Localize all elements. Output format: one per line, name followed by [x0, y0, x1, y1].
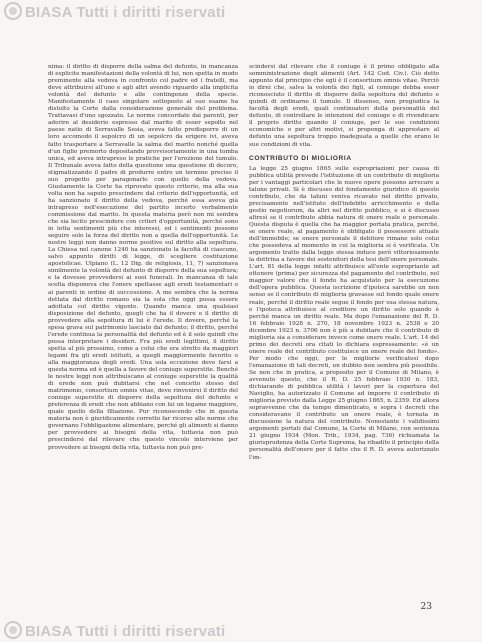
watermark-top-text: BIASA Tutti i diritti riservati — [25, 4, 226, 21]
text-column-left — [48, 64, 238, 452]
section-heading: CONTRIBUTO DI MIGLIORIA — [249, 154, 352, 162]
right-column-intro-text: scindersi dal rilevare che il coniuge è il primo obbligato alla somministrazione degli alimenti (Art. 142 Cod. Civ.). Ciò detto appunto dal principio che egli è il consortium omnis vitae. Perciò io direi che, salva la volontà dei figli, al coniuge debba esser riconosciuto il diritto di disporre della sepoltura del defunto e quindi di ordinarne il tumulo. Il dissenso, non pregiudica la facoltà degli eredi, quali continuatori della personalità del defunto, di controllare le intenzioni del coniuge e di rivendicare il proprio diritto quando il coniuge, per le sue condizioni economiche o per altri motivi, si proponga di apprestare al defunto una sepoltura troppo inadeguata a quelle che erano le sue condizioni di vita. — [249, 64, 439, 148]
watermark-bottom — [4, 621, 225, 640]
biasa-logo-icon — [4, 621, 22, 639]
biasa-logo-icon — [4, 2, 22, 20]
left-column-text: nima: il diritto di disporre della salma del defunto, in mancanza di esplicite manifestazioni della volontà di lui, non spetta in modo preminente alla vedova in confronto col padre ed i fratelli, ma deve attribuirsi all'uno e agli altri avendo riguardo alla implicita volontà del defunto e alle contingenze della specie. Manifestamente il caso singolare sottoposto al suo esame ha distolto la Corte dalla considerazione generale del problema. Trattavasi d'uno sgozzato. Le norme concordate dai parenti, per aderire al desiderio espresso dal marito di esser sepolto nel paese natio di Serravalle Sesia, aveva fatto predisporre di un loro accomodo il sepolcro di un sepolcro da erigere ivi, aveva fatto trasportare a Serravalle la salma del marito nonché quella d'un figlio premorto depositando provvisoriamente in una tomba unica, ed aveva intrapreso le pratiche per l'erezione del tumulo. Il Tribunale aveva fatto della questione una questione di decoro, stigmatizzando il padre di produrre entro un termine preciso il suo progetto per paragonarlo con quello della vedova. Giustamente la Corte ha riprovato questo criterio, ma alla sua volta non ha saputo prescindere dal criterio dell'opportunità, ed ha sanzionato il diritto della vedova, perché essa aveva già intrapreso nell'esecuzione del partito incerto verbalmente commissione dal marito. In questa materia però non mi sembra che sia lecito prescindere con criteri d'opportunità, perché sono in lotta sentimenti più che interessi, ed i sentimenti possono seguire solo la forza del diritto non a quella dell'opportunità. Le nostre leggi non danno norme positive sul diritto alla sepoltura. La Chiesa nel canone 1240 ha sanzionato la facoltà di ciascuno, salvo appunto diritti di legge, di scegliere costituzione apostolicae. Ulpiano (L. 12 Dig. de religiosis, 11, 7) sanzionava similmente la volontà del defunto di disporre della sua sepoltura; e la dovesse provvedersi ai suoi funerali. In mancanza di tale scelta disponeva che l'onere spettasse agli eredi testamentari o ai parenti in ordine di successione. A me sembra che la norma dettata dal diritto romano sia la sola che oggi possa essere adottata col diritto vigente. Quando manca una qualsiasi disposizione del defunto, quegli che ha il dovere e il diritto di provvedere alla sepoltura di lui è l'erede. Il dovere, perché la spesa grava sul patrimonio lasciato dal defunto; il diritto, perché l'erede continua la personalità del defunto ed è il solo quindi che possa interpretare i desideri. Fra più eredi legittimi, il diritto spetta al più prossimo, come a colui che era stretto da maggiori legami fra gli eredi istituiti, a quegli maggiormente favorito o alla maggioranza degli eredi. Una sola eccezione deve farsi a questa norma ed è quella a favore del coniuge superstite. Benché le nostre leggi non attribuiscano al coniuge superstite la qualità di erede non può dubitarsi che nel concetto stesso del matrimonio, consortium omnis vitae, deve rinvenirsi il diritto del coniuge superstite di disporre della sepoltura del defunto e preferenza di eredi che non abbiano con lui un legame maggiore, quale quello della filiazione. Pur riconoscendo che in questa materia non è giuridicamente corretto far ricorso alle norme che governano l'obbligazione alimentare, perché gli alimenti si danno per provvedere ai bisogni della vita, tuttavia non può prescindersi dal rilevare che questo vincolo interviene per provvedere ai bisogni della vita, tuttavia non può pre- — [48, 64, 238, 451]
page-number: 23 — [420, 602, 432, 612]
text-column-right — [249, 64, 439, 462]
watermark-bottom-text: BIASA Tutti i diritti riservati — [25, 623, 226, 640]
right-column-body-text: La legge 25 giugno 1865 sulle espropriazioni per causa di pubblica utilità prevede l'istituzione di un contributo di miglioria per i vantaggi particolari che le nuove opere possono arrecare a talune privati. Si è discusso del fondamento giuridico di questo contributo, che da taluni veniva ricavato nel diritto privato, precisamente nell'istituto dell'indebito arricchimento e della gestio negotiorum, da altri nel diritto pubblico, e si è discusso altresì se il contributo abbia natura di onere reale o personale. Questa disputa è quella che ha maggior portata pratica, perché, se onere reale, al pagamento è obbligato il possessore attuale dell'immobile; se onere personale il debitore rimane solo colui che possedeva al momento in cui la miglioria si è verificata. Un argomento tratto dalla legge stessa induce però vittoriosamente la dottrina a favore dei sostenitori della tesi dell'onere personale. L'art. 81 della legge infatti attribuisce all'ente espropriante ad ottenere (prima) per sicurezza del pagamento del contributo, nel maggior valore che il fondo ha acquistato per la esecuzione dell'opera pubblica. Questa iscrizione d'ipoteca sarebbe un non senso se il contributo di miglioria gravasse sul fondo quale onere reale, perché il diritto reale segue il fondo per sua stessa natura, e l'ipoteca attribuisce al creditore un diritto solo quando è perché manca un diritto reale. Ma dopo l'emanazione del R. D. 16 febbraio 1928 n. 270, 18 novembre 1923 n. 2538 e 20 dicembre 1923 n. 3706 non è più a dubitare che il contributo di miglioria sia a considerare invece come onere reale. L'art. 14 del primo dei decreti ora citati lo dichiara espressamente: «è un onere reale del contributo costituisce un onere reale del fondo». Per modo che oggi, per le migliorie verificatesi dopo l'emanazione di tali decreti, un dubbio non sembra più possibile. Se non che in pratica, a proposito per il Comune di Milano, è avvenuto questo, che il R. D. 25 febbraio 1930 n. 183, dichiarando di pubblica utilità i lavori per la copertura del Naviglio, ha autorizzato il Comune ad imporre il contributo di miglioria previsto dalla Legge 25 giugno 1865, n. 2359. Ed allora sopravvenne che da tempo dimenticato, e sopra i decreti che consideravano il contributo un onere reale, è tornata in discussione la natura del contributo. Nonostante i validissimi argomenti portati dal Comune, la Corte di Milano, con sentenza 21 giugno 1934 (Mon. Trib., 1934, pag. 736) richiamata la giurisprudenza della Corte Suprema, ha ribadito il principio della personalità dell'onere per il fatto che il R. D. aveva autorizzato l'im- — [249, 165, 439, 461]
watermark-top — [4, 2, 225, 21]
